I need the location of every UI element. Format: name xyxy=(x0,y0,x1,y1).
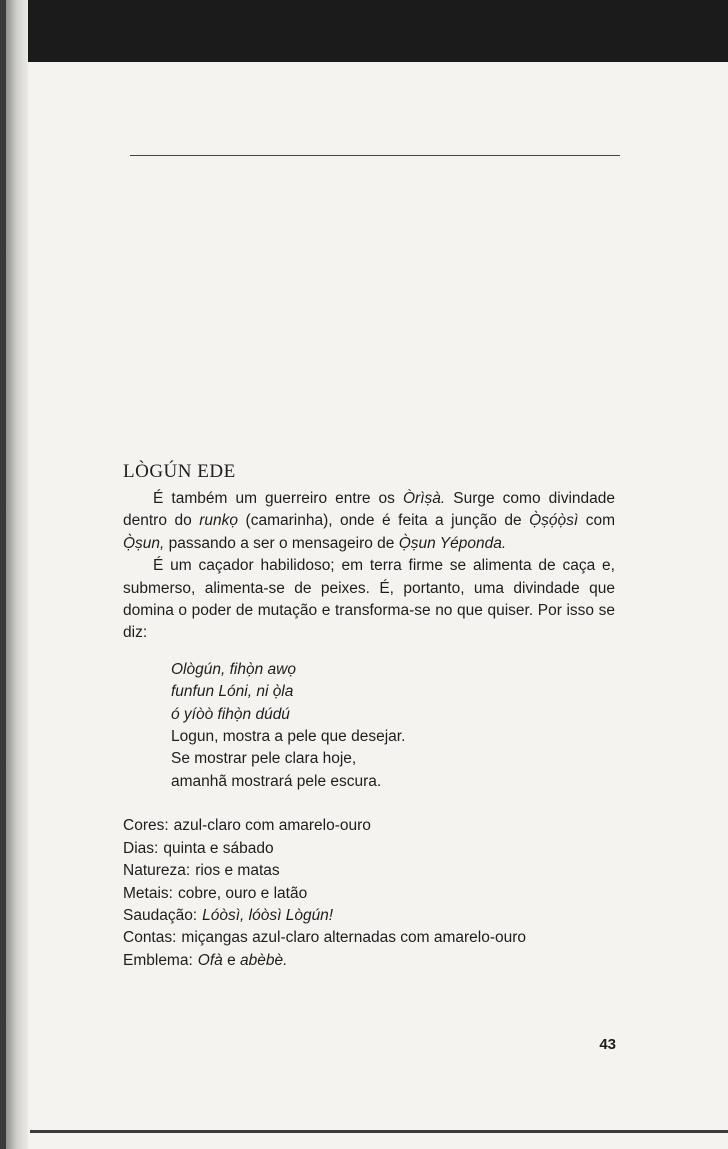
fact-row xyxy=(123,905,615,927)
paragraph xyxy=(123,488,615,555)
fact-row xyxy=(123,860,615,882)
italic-term: Ọ̀ṣun, xyxy=(123,534,165,552)
italic-term: Ofà xyxy=(197,951,223,969)
fact-value xyxy=(195,860,615,882)
poem-line: funfun Lóni, ni ọ̀la xyxy=(171,683,294,701)
text-run: cobre, ouro e latão xyxy=(177,884,308,902)
fact-value xyxy=(163,838,615,860)
body-text xyxy=(123,488,615,645)
text-run: É também um guerreiro entre os xyxy=(153,490,403,507)
text-run: passando a ser o mensageiro de xyxy=(164,534,399,552)
page-content xyxy=(123,460,615,972)
fact-label: Cores: xyxy=(123,817,169,835)
fact-value xyxy=(174,815,615,837)
text-run: quinta e sábado xyxy=(163,839,274,857)
fact-value xyxy=(178,883,615,905)
scan-bottom-line xyxy=(30,1130,728,1133)
poem-line: Ològún, fihọ̀n awọ xyxy=(171,660,296,678)
text-run: Surge como divindade dentro do xyxy=(123,490,616,530)
fact-label: Emblema: xyxy=(123,951,193,969)
facts-list xyxy=(123,815,615,972)
fact-value xyxy=(202,905,615,927)
text-run: azul-claro com amarelo-ouro xyxy=(173,817,371,835)
fact-row xyxy=(123,815,615,837)
scan-left-border xyxy=(0,0,6,1149)
fact-value xyxy=(181,927,615,949)
italic-term: Lóòsì, lóòsì Lògún! xyxy=(202,906,334,924)
fact-label: Saudação: xyxy=(123,906,198,924)
fact-value xyxy=(198,950,615,972)
fact-label: Metais: xyxy=(123,884,173,902)
poem-line: Se mostrar pele clara hoje, xyxy=(171,750,357,768)
italic-term: abèbè. xyxy=(240,951,288,969)
text-run: É um caçador habilidoso; em terra firme se alimenta de caça e, submerso, alimenta-se de peixes. É, portanto, uma divindade que domina o poder de mutação e transforma-se no que quiser. Por isso se diz: xyxy=(123,557,615,642)
text-run: rios e matas xyxy=(195,862,280,880)
fact-row xyxy=(123,838,615,860)
italic-term: Ọ̀ṣun Yéponda. xyxy=(398,534,507,552)
fact-row xyxy=(123,927,615,949)
fact-label: Contas: xyxy=(123,929,177,947)
text-run: com xyxy=(578,512,616,530)
poem-line: Logun, mostra a pele que desejar. xyxy=(171,728,406,746)
italic-term: runkọ xyxy=(199,512,239,530)
italic-term: Ọ̀ṣọ́ọ̀sì xyxy=(529,512,579,530)
page-number: 43 xyxy=(599,1036,616,1053)
text-run: miçangas azul-claro alternadas com amarelo-ouro xyxy=(181,929,527,947)
text-run: e xyxy=(222,951,240,969)
paragraph xyxy=(123,555,615,645)
fact-row xyxy=(123,950,615,972)
fact-label: Natureza: xyxy=(123,862,191,880)
fact-row xyxy=(123,883,615,905)
poem xyxy=(171,659,615,793)
scan-top-border xyxy=(0,0,728,62)
poem-line: ó yíòò fihọ̀n dúdú xyxy=(171,705,290,723)
fact-label: Dias: xyxy=(123,839,159,857)
header-rule xyxy=(130,155,620,156)
italic-term: Òrìṣà. xyxy=(402,490,446,507)
poem-line: amanhã mostrará pele escura. xyxy=(171,772,382,790)
text-run: (camarinha), onde é feita a junção de xyxy=(238,512,530,530)
section-title: LÒGÚN EDE xyxy=(123,461,236,482)
